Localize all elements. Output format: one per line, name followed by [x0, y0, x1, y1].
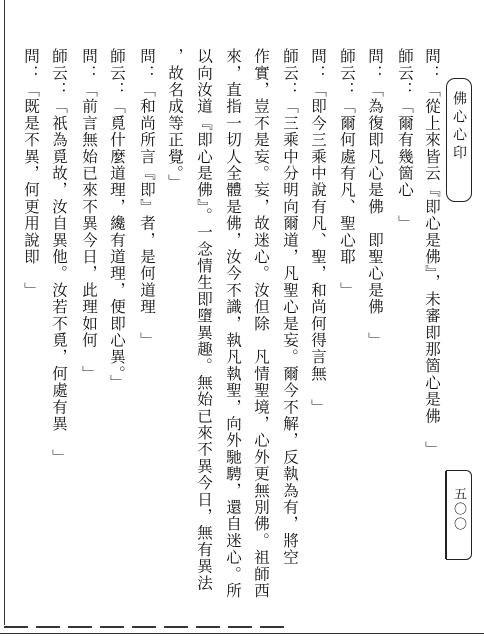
left-margin-rule: [4, 0, 5, 625]
dash-mark: [196, 626, 220, 628]
page-number: 五〇〇: [451, 487, 466, 532]
text-column-9: 以向汝道『即心是佛』。一念情生即墮異趣。無始已來不異今日，無有異法: [195, 48, 213, 592]
text-column-15: 問：「既是不異，何更用說即 」: [22, 48, 40, 299]
dash-mark: [228, 626, 252, 628]
text-column-8: 來，直指一切人全體是佛，汝今不識，執凡執聖，向外馳騁，還自迷心。所: [224, 48, 242, 600]
vertical-text-body: [14, 48, 441, 603]
text-column-14: 師云：「祇為覓故，汝自異他。汝若不覓，何處有異 」: [50, 48, 68, 466]
chapter-title: 佛心心印: [451, 91, 467, 163]
text-column-13: 問：「前言無始已來不異今日，此理如何 」: [80, 48, 98, 382]
bottom-dash-rule: [0, 626, 484, 632]
text-column-2: 師云：「爾有幾箇心 」: [396, 48, 414, 232]
page-number-box: [446, 470, 472, 560]
bottom-rule: [0, 633, 484, 634]
text-column-7: 作實，豈不是妄。妄，故迷心。汝但除 凡情聖境，心外更無別佛。祖師西: [252, 48, 270, 600]
text-column-5: 問：「即今三乘中說有凡、聖，和尚何得言無 」: [309, 48, 327, 416]
text-column-11: 問：「和尚所言『即』者，是何道理 」: [138, 48, 156, 349]
dash-mark: [260, 626, 284, 628]
text-column-6: 師云：「三乘中分明向爾道，凡聖心是妄。爾今不解，反執為有，將空: [281, 48, 299, 566]
chapter-title-tab: [446, 78, 472, 202]
text-column-1: 問：「從上來皆云『即心是佛』，未審即那箇心是佛 」: [423, 48, 441, 458]
dash-mark: [36, 626, 60, 628]
text-column-12: 師云：「覓什麼道理，纔有道理，便即心異。」: [108, 48, 126, 391]
dash-mark: [4, 626, 28, 628]
text-column-10: ，故名成等正覺。」: [166, 48, 184, 191]
dash-mark: [68, 626, 92, 628]
text-column-4: 師云：「爾何處有凡、聖心耶 」: [338, 48, 356, 299]
text-column-3: 問：「為復即凡心是佛 即聖心是佛 」: [366, 48, 384, 349]
dash-mark: [100, 626, 124, 628]
dash-mark: [132, 626, 156, 628]
dash-mark: [164, 626, 188, 628]
